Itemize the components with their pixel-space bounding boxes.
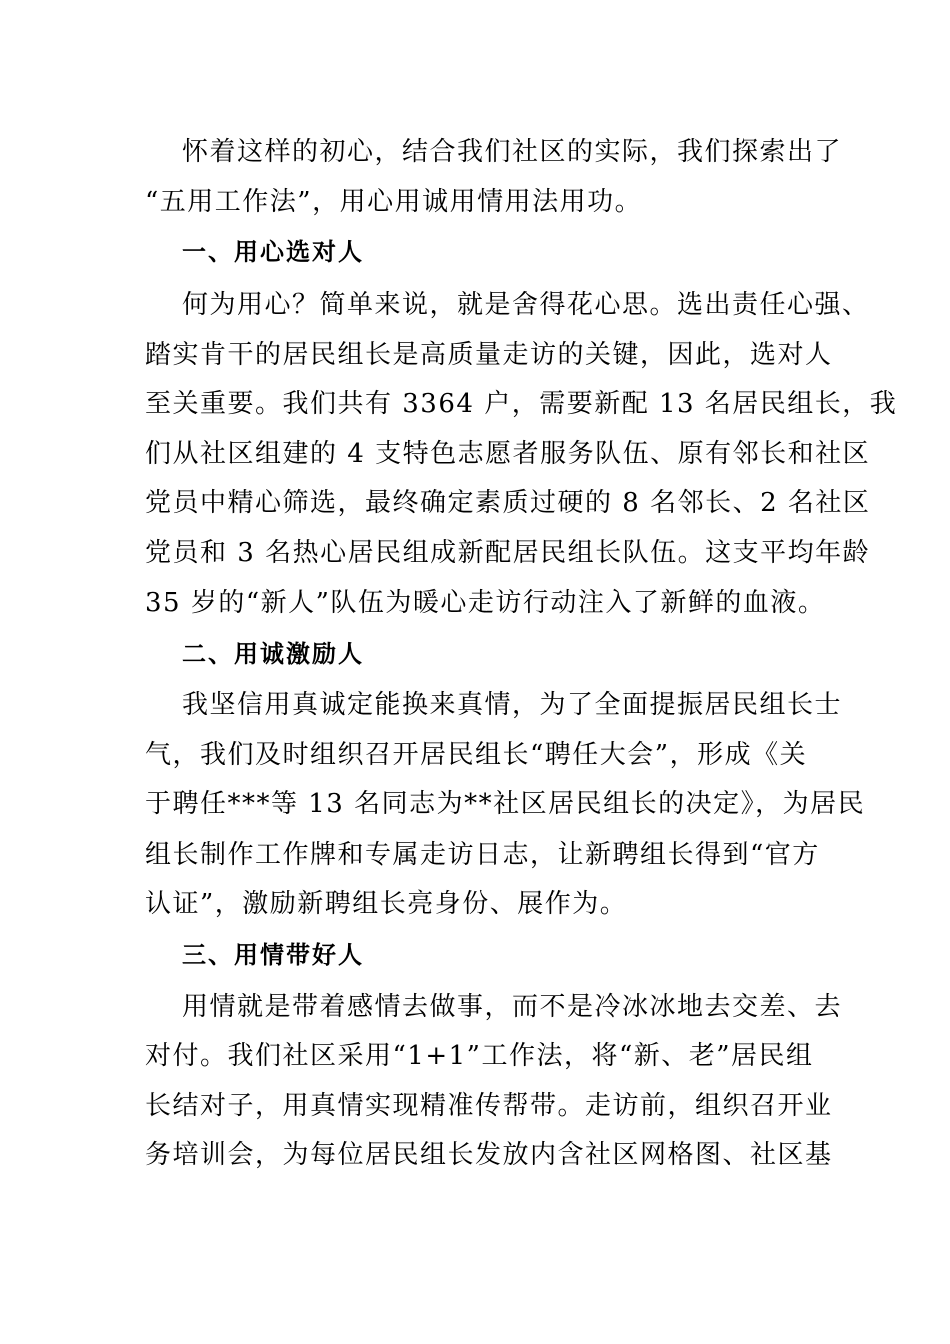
section-2-line-3: 于聘任***等 13 名同志为**社区居民组长的决定》，为居民: [145, 789, 866, 819]
intro-line-1: 怀着这样的初心，结合我们社区的实际，我们探索出了: [182, 137, 843, 167]
section-2-line-5: 认证”，激励新聘组长亮身份、展作为。: [145, 889, 628, 919]
section-1-line-4: 们从社区组建的 4 支特色志愿者服务队伍、原有邻长和社区: [145, 439, 871, 469]
section-1-line-2: 踏实肯干的居民组长是高质量走访的关键，因此，选对人: [145, 340, 833, 370]
section-3-line-4: 务培训会，为每位居民组长发放内含社区网格图、社区基: [145, 1140, 833, 1170]
section-3-line-1: 用情就是带着感情去做事，而不是冷冰冰地去交差、去: [182, 992, 843, 1022]
section-2-heading: 二、用诚激励人: [182, 640, 364, 668]
section-3-line-3: 长结对子，用真情实现精准传帮带。走访前，组织召开业: [145, 1091, 833, 1121]
intro-line-2: “五用工作法”，用心用诚用情用法用功。: [145, 187, 643, 217]
section-3-line-2: 对付。我们社区采用“1+1”工作法，将“新、老”居民组: [145, 1041, 814, 1071]
section-1-line-1: 何为用心？简单来说，就是舍得花心思。选出责任心强、: [182, 290, 870, 320]
section-3-heading: 三、用情带好人: [182, 941, 364, 969]
section-1-line-7: 35 岁的“新人”队伍为暖心走访行动注入了新鲜的血液。: [145, 588, 826, 618]
section-1-heading: 一、用心选对人: [182, 238, 364, 266]
section-2-line-2: 气，我们及时组织召开居民组长“聘任大会”，形成《关: [145, 740, 808, 770]
section-1-line-6: 党员和 3 名热心居民组成新配居民组长队伍。这支平均年龄: [145, 538, 871, 568]
section-2-line-1: 我坚信用真诚定能换来真情，为了全面提振居民组长士: [182, 690, 843, 720]
section-1-line-5: 党员中精心筛选，最终确定素质过硬的 8 名邻长、2 名社区: [145, 488, 871, 518]
section-1-line-3: 至关重要。我们共有 3364 户，需要新配 13 名居民组长，我: [145, 389, 898, 419]
section-2-line-4: 组长制作工作牌和专属走访日志，让新聘组长得到“官方: [145, 840, 820, 870]
